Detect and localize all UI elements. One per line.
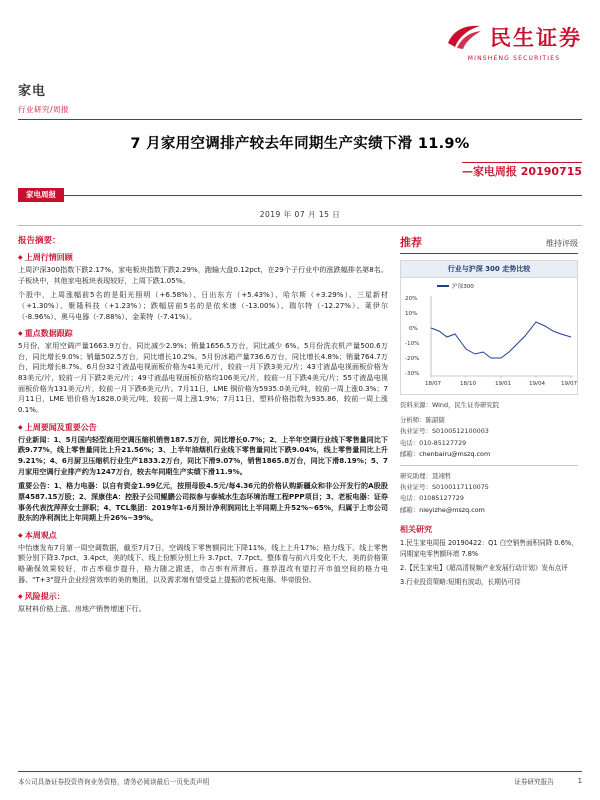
assistant-name: 研究助理：聂翊哲: [400, 472, 452, 481]
chart-area: [401, 278, 577, 394]
recommendation-header: [400, 234, 578, 254]
sector-block: [18, 80, 582, 120]
analyst-email[interactable]: chenbairu@mszq.com: [419, 449, 491, 458]
page-header: [18, 0, 582, 62]
doc-subtitle: [18, 162, 582, 179]
svg-text:19/04: 19/04: [528, 381, 546, 387]
section-title: ◆ 上周行情回顾: [18, 252, 388, 263]
analyst-divider: [400, 465, 578, 466]
sector-subtitle: 行业研究/周报: [18, 105, 70, 114]
report-tag-bar: [18, 188, 582, 202]
related-research-item[interactable]: 2.【民生家电】《超高清视频产业发展行动计划》发布点评: [400, 563, 568, 572]
chart-source: 资料来源：Wind，民生证券研究院: [400, 401, 500, 409]
side-rail: [400, 234, 578, 619]
doc-subtitle-text: —家电周报 20190715: [462, 162, 582, 179]
assistant-email[interactable]: nieyizhe@mszq.com: [419, 505, 485, 514]
assistant-phone-label: 电话：: [400, 494, 420, 503]
title-block: [18, 132, 582, 179]
section-title: ◆ 上周要闻及重要公告: [18, 422, 388, 433]
rating-badge: 维持评级: [546, 239, 578, 248]
summary-column: [18, 234, 388, 619]
chart-title: 行业与沪深 300 走势比较: [401, 261, 577, 278]
related-research-item[interactable]: 3.行业投资策略:短期有波动，长期仍可待: [400, 577, 521, 586]
section-paragraph: 个股中，上周涨幅前5名的是阳光照明（+6.58%）、日出东方（+5.43%）、哈尔斯（+3.29%）、三星新材（+1.30%）、聚隆科技（+1.23%）；跌幅居前5名的是依米康（-13.00%）、瑞尔特（-12.27%）、莱伊尔（-8.96%）、奥马电器（-7.88%）、金莱特（-7.41%）。: [18, 290, 388, 321]
analyst-phone-label: 电话：: [400, 438, 420, 447]
report-tag: 家电周报: [18, 188, 64, 202]
assistant-phone: 01085127729: [419, 494, 464, 503]
svg-text:-10%: -10%: [405, 341, 420, 347]
analyst-phone: 010-85127729: [419, 438, 467, 447]
recommendation-title: 推荐: [400, 236, 422, 249]
tag-rule: [64, 195, 582, 196]
svg-text:19/07: 19/07: [560, 381, 577, 387]
section-paragraph: 重要公告：1、格力电器：以自有资金1.99亿元，按照母股4.5元/每4.36元的价格认购新疆众和非公开发行的A股股票4587.15万股；2、深康佳A：控股子公司鲲鹏公司拟参与泰城水生态环境治理工程PPP项目；3、老板电器：证券事务代表沈萍萍女士辞职；4、TCL集团：2019年1-6月预计净利润同比上半同期上升52%~65%，归属于上市公司股东的净利润比上年同期上升26%~39%。: [18, 481, 388, 523]
section-title: ◆ 本周观点: [18, 530, 388, 541]
minsheng-logo-icon: [446, 23, 484, 51]
section-paragraph: 5月份，家用空调产量1663.9万台，同比减少2.9%；销量1656.5万台，同比减少 6%。5月份洗衣机产量500.6万台，同比增长9.0%；销量502.5万台，同比增长10.2%。5月份冰箱产量736.6万台，同比增长4.8%；销量764.7万台，同比增长8.7%。6月份32寸液晶电视面板价格为41美元/片，较前一月下跌3美元/片；43寸液晶电视面板价格为83美元/片，较前一月下跌2美元/片；49寸液晶电视面板价格均106美元/片，较前一月下跌4美元/片；55寸液晶电视面板价格为131美元/片，较前一月下跌6美元/片。7月11日，LME 铜价格为5935.0美元/吨，较前一周上涨0.3%；7月11日，LME 铝价格为1828.0美元/吨，较前一周上涨1.9%；7月11日，塑料价格指数为935.86，较前一周上涨0.1%。: [18, 341, 388, 415]
footer-label: 证券研究报告: [514, 778, 554, 786]
section-paragraph: 上周沪深300指数下跌2.17%，家电板块指数下跌2.29%，跑输大盘0.12pct，在29个子行业中的涨跌幅排名第8名。子板块中，其他家电板块表现较好，上周下跌1.05%。: [18, 265, 388, 285]
page-title: 7 月家用空调排产较去年同期生产实绩下滑 11.9%: [130, 136, 470, 152]
svg-text:-30%: -30%: [405, 371, 420, 377]
svg-text:19/01: 19/01: [494, 381, 512, 387]
assistant-license-label: 执业证号：: [400, 483, 432, 492]
svg-text:0%: 0%: [409, 326, 418, 332]
related-research-title: 相关研究: [400, 524, 432, 534]
svg-text:-20%: -20%: [405, 356, 420, 362]
legend-label-hs300: 沪深300: [452, 284, 474, 290]
header-divider: [18, 119, 582, 120]
legend-swatch-hs300: [437, 285, 449, 287]
assistant-email-label: 邮箱：: [400, 505, 420, 514]
summary-section-news: [18, 422, 388, 524]
brand-english: MINSHENG SECURITIES: [467, 55, 561, 62]
svg-text:18/07: 18/07: [424, 381, 442, 387]
related-research-list: [400, 538, 578, 588]
brand-block: [446, 22, 582, 62]
section-paragraph: 中怡康发布7月第一周空调数据，截至7月7日，空调线下零售额同比下降11%，线上上升17%；格力线下、线上零售额分别下降3.7pct、3.4pct，美的线下、线上份额分别上升 3.7pct、7.7pct。整体看与前六月变化不大，美的价格策略确保效果较好，市占率稳步提升，格力随之跟进，市占率有所滞后。推荐混改有望打开市值空间的格力电器、"T+3"提升企业经营效率的美的集团，以及需求端有望受益上提振的老板电器、华帝股份。: [18, 542, 388, 584]
page-footer: [18, 771, 582, 786]
chart-svg: [403, 282, 577, 390]
footer-disclaimer: 本公司具备证券投资咨询业务资格，请务必阅读最后一页免责声明: [18, 778, 210, 786]
performance-chart: [400, 260, 578, 395]
analyst-name: 分析师：陈韶儒: [400, 416, 445, 425]
summary-section-risk: [18, 591, 388, 615]
analyst-license: S0100512100003: [431, 427, 489, 436]
svg-text:10%: 10%: [405, 311, 418, 317]
assistant-license: S0100117110075: [431, 483, 489, 492]
svg-text:18/10: 18/10: [459, 381, 477, 387]
report-date: 2019 年 07 月 15 日: [259, 210, 341, 219]
section-title: ◆ 风险提示：: [18, 591, 388, 602]
svg-text:20%: 20%: [405, 296, 418, 302]
analyst-block: [400, 415, 578, 516]
date-divider: [18, 225, 582, 226]
related-research-item[interactable]: 1.民生家电周报 20190422：Q1 白空销售面积同降 0.6%，同期家电零售额环增 7.8%: [400, 538, 578, 558]
summary-section-market: [18, 252, 388, 322]
brand-name: 民生证券: [490, 26, 582, 50]
sector-name: 家电: [18, 84, 47, 99]
section-paragraph: 行业新闻：1、5月国内轻型商用空调压缩机销售187.5万台，同比增长0.7%；2、上半年空调行业线下零售量同比下跌9.77%，线上零售量同比上升21.56%；3、上半年油烟机行业线下零售量同比下跌9.04%，线上零售量同比上升9.21%；4、6月厨卫压缩机行业生产1833.2万台，同比下滑9.07%，销售1865.8万台，同比下滑8.19%；5、7月家用空调行业排产约为1247万台，较去年同期生产实绩下滑11.9%。: [18, 434, 388, 476]
page-number: 1: [577, 777, 582, 785]
analyst-email-label: 邮箱：: [400, 449, 420, 458]
analyst-license-label: 执业证号：: [400, 427, 432, 436]
summary-section-data: [18, 328, 388, 415]
section-paragraph: 原材料价格上涨、房地产销售增速下行。: [18, 604, 146, 614]
content-columns: [18, 234, 582, 619]
chart-legend: [437, 282, 474, 290]
summary-heading: 报告摘要：: [18, 236, 61, 246]
section-title: ◆ 重点数据跟踪: [18, 328, 388, 339]
summary-section-view: [18, 530, 388, 586]
